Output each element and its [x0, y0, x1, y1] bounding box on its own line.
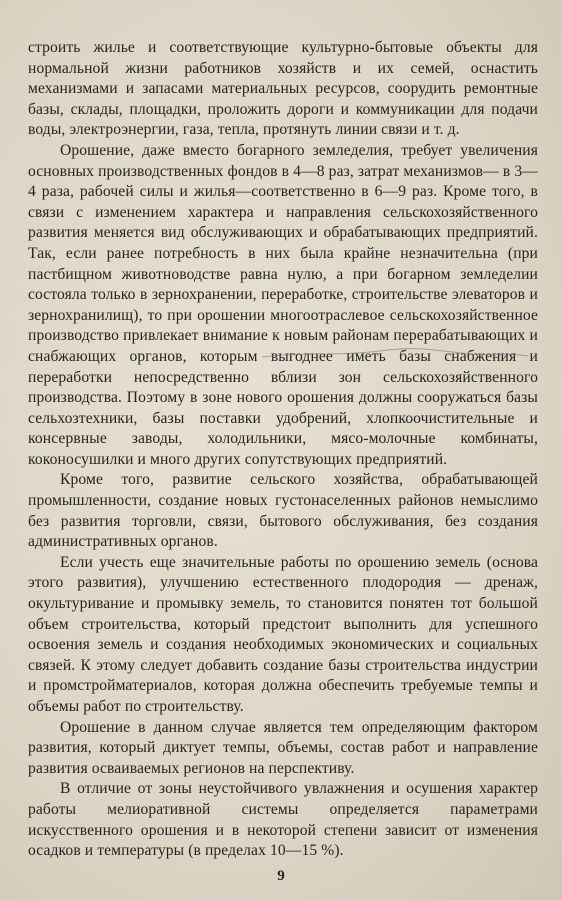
paragraph-5: Орошение в данном случае является тем определяющим фактором развития, который диктует темпы, объемы, состав работ и направление развития осваиваемых регионов на перспективу. [28, 718, 538, 777]
paragraph-6: В отличие от зоны неустойчивого увлажнения и осушения характер работы мелиоративной системы определяется параметрами искусственного орошения и в некоторой степени зависит от изменения осадков и температуры (в пределах 10—15 %). [28, 780, 538, 860]
paragraph-2: Орошение, даже вместо богарного земледелия, требует увеличения основных производственных фондов в 4—8 раз, затрат механизмов— в 3—4 раза, рабочей силы и жилья—соответственно в 6—9 раз. Кроме того, в связи с изменением характера и направления сельскохозяйственного развития меняется вид обслуживающих и обрабатывающих предприятий. Так, если ранее потребность в них была крайне незначительна (при пастбищном животноводстве равна нулю, а при богарном земледелии состояла только в зернохранении, переработке, строительстве элеваторов и зернохранилищ), то при орошении многоотраслевое сельскохозяйственное производство привлекает внимание к новым районам перерабатывающих и снабжающих органов, которым выгоднее иметь базы снабжения и переработки непосредственно вблизи зон сельскохозяйственного производства. Поэтому в зоне нового орошения должны сооружаться базы сельхозтехники, базы поставки удобрений, хлопкоочистительные и консервные заводы, холодильники, мясо-молочные комбинаты, коконосушилки и много других сопутствующих предприятий. [28, 141, 538, 468]
paragraph-4: Если учесть еще значительные работы по орошению земель (основа этого развития), улучшению естественного плодородия — дренаж, окультуривание и промывку земель, то становится понятен тот большой объем строительства, который предстоит выполнить для успешного освоения земель и создания необходимых экономических и социальных связей. К этому следует добавить создание базы строительства индустрии и промстройматериалов, которая должна обеспечить требуемые темпы и объемы работ по строительству. [28, 553, 538, 715]
paragraph-1: строить жилье и соответствующие культурно-бытовые объекты для нормальной жизни работников хозяйств и их семей, оснастить механизмами и запасами материальных ресурсов, соорудить ремонтные базы, склады, площадки, проложить дороги и коммуникации для подачи воды, электроэнергии, газа, тепла, протянуть линии связи и т. д. [28, 39, 538, 139]
body-text [28, 38, 538, 862]
page-number: 9 [277, 868, 285, 884]
paragraph-3: Кроме того, развитие сельского хозяйства, обрабатывающей промышленности, создание новых густонаселенных районов немыслимо без развития торговли, связи, бытового обслуживания, без создания административных органов. [28, 471, 538, 551]
